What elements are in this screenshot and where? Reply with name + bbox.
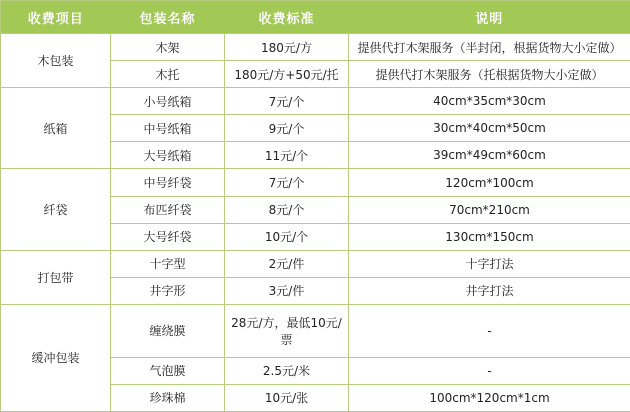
table-header-row: [1, 1, 630, 34]
fee-standard-cell: 7元/个: [225, 169, 349, 196]
table-row: [1, 304, 630, 357]
package-name-cell: 大号纤袋: [111, 223, 225, 250]
description-cell: 39cm*49cm*60cm: [349, 142, 630, 169]
fee-standard-cell: 11元/个: [225, 142, 349, 169]
fee-standard-cell: 9元/个: [225, 115, 349, 142]
table-row: [1, 88, 630, 115]
description-cell: 40cm*35cm*30cm: [349, 88, 630, 115]
header-fee-standard: 收费标准: [225, 1, 349, 34]
description-cell: -: [349, 304, 630, 357]
fee-standard-cell: 2.5元/米: [225, 357, 349, 384]
table-row: [1, 34, 630, 61]
fee-standard-cell: 3元/件: [225, 277, 349, 304]
fee-standard-cell: 7元/个: [225, 88, 349, 115]
fee-item-cell: 纤袋: [1, 169, 111, 250]
description-cell: -: [349, 357, 630, 384]
package-name-cell: 大号纸箱: [111, 142, 225, 169]
header-description: 说明: [349, 1, 630, 34]
fee-standard-cell: 180元/方: [225, 34, 349, 61]
header-package-name: 包装名称: [111, 1, 225, 34]
description-cell: 提供代打木架服务（托根据货物大小定做）: [349, 61, 630, 88]
package-name-cell: 木托: [111, 61, 225, 88]
fee-item-cell: 纸箱: [1, 88, 111, 169]
description-cell: 井字打法: [349, 277, 630, 304]
package-name-cell: 缠绕膜: [111, 304, 225, 357]
fee-table-body: [1, 34, 630, 412]
fee-item-cell: 打包带: [1, 250, 111, 304]
fee-standard-cell: 8元/个: [225, 196, 349, 223]
fee-standard-cell: 10元/个: [225, 223, 349, 250]
description-cell: 十字打法: [349, 250, 630, 277]
package-name-cell: 中号纤袋: [111, 169, 225, 196]
description-cell: 130cm*150cm: [349, 223, 630, 250]
description-cell: 提供代打木架服务（半封闭，根据货物大小定做）: [349, 34, 630, 61]
header-fee-item: 收费项目: [1, 1, 111, 34]
fee-item-cell: 缓冲包装: [1, 304, 111, 411]
package-name-cell: 十字型: [111, 250, 225, 277]
package-name-cell: 木架: [111, 34, 225, 61]
fee-standard-cell: 2元/件: [225, 250, 349, 277]
table-row: [1, 169, 630, 196]
package-name-cell: 中号纸箱: [111, 115, 225, 142]
fee-standard-cell: 28元/方，最低10元/票: [225, 304, 349, 357]
description-cell: 70cm*210cm: [349, 196, 630, 223]
fee-item-cell: 木包装: [1, 34, 111, 88]
package-name-cell: 珍珠棉: [111, 384, 225, 411]
package-name-cell: 小号纸箱: [111, 88, 225, 115]
package-name-cell: 布匹纤袋: [111, 196, 225, 223]
description-cell: 120cm*100cm: [349, 169, 630, 196]
fee-standard-cell: 180元/方+50元/托: [225, 61, 349, 88]
package-name-cell: 井字形: [111, 277, 225, 304]
description-cell: 30cm*40cm*50cm: [349, 115, 630, 142]
fee-standard-cell: 10元/张: [225, 384, 349, 411]
package-name-cell: 气泡膜: [111, 357, 225, 384]
description-cell: 100cm*120cm*1cm: [349, 384, 630, 411]
table-row: [1, 250, 630, 277]
